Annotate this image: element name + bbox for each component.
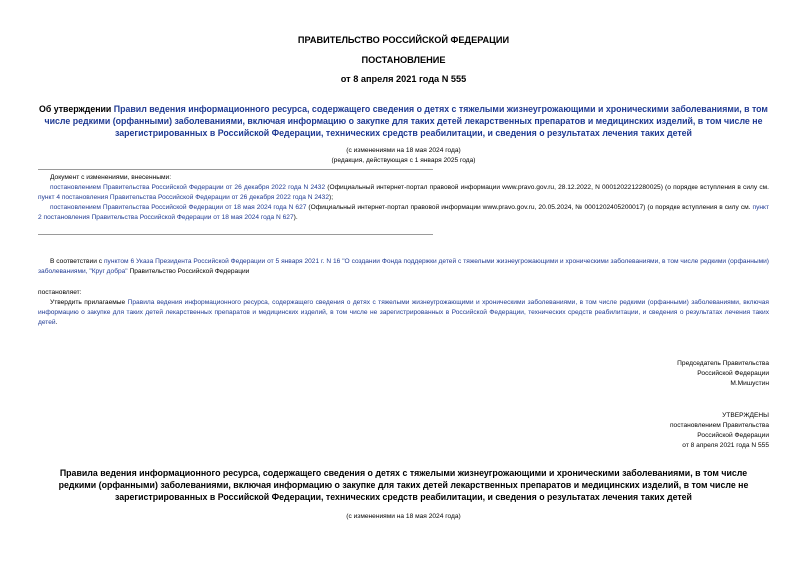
amendments-bottom-rule: [38, 234, 433, 235]
revision-edition: (редакция, действующая с 1 января 2025 года): [331, 157, 476, 164]
document-date-number: от 8 апреля 2021 года N 555: [340, 74, 467, 84]
rules-link[interactable]: Правила ведения информационного ресурса, содержащего сведения о детях с тяжелыми жизнеугрожающими и хроническими заболеваниями, в том числе редкими (орфанными) заболеваниями, включая информацию о закупке для таких детей лекарственных препаратов и медицинских изделий, в том числе не зарегистрированных в Российской Федерации, технических средств реабилитации, и сведения о результатах лечения таких детей: [38, 299, 769, 326]
approval-line-3: Российской Федерации: [697, 432, 769, 439]
subject-prefix: Об утверждении: [39, 104, 114, 114]
document-type: ПОСТАНОВЛЕНИЕ: [361, 55, 446, 65]
amendment-effect-link[interactable]: пункт 2 постановления Правительства Российской Федерации от 18 мая 2024 года N 627: [38, 204, 769, 221]
amendment-link[interactable]: постановлением Правительства Российской Федерации от 26 декабря 2022 года N 2432: [50, 184, 326, 191]
signature-org: Российской Федерации: [697, 370, 769, 377]
approval-label: УТВЕРЖДЕНЫ: [722, 412, 769, 419]
amendments-top-rule: [38, 169, 433, 170]
amendment-effect-link[interactable]: пункт 4 постановления Правительства Российской Федерации от 26 декабря 2022 года N 2432: [38, 194, 329, 201]
rules-changes: (с изменениями на 18 мая 2024 года): [346, 513, 461, 520]
rules-title: Правила ведения информационного ресурса, содержащего сведения о детях с тяжелыми жизнеугрожающими и хроническими заболеваниями, в том числе редкими (орфанными) заболеваниями, включая информацию о закупке для таких детей лекарственных препаратов и медицинских изделий, в том числе не зарегистрированных в Российской Федерации, технических средств реабилитации, и сведения о результатах лечения таких детей: [58, 468, 749, 502]
decree-word: постановляет:: [38, 289, 82, 296]
revision-changes: (с изменениями на 18 мая 2024 года): [346, 147, 461, 154]
approval-line-2: постановлением Правительства: [669, 422, 769, 429]
preamble-paragraph: В соответствии с пунктом 6 Указа Президента Российской Федерации от 5 января 2021 г. N 16 "О создании Фонда поддержки детей с тяжелыми жизнеугрожающими и хроническими заболеваниями, в том числе редкими (орфанными) заболеваниями, "Круг добра" Правительство Российской Федерации: [38, 258, 770, 275]
amendment-item: постановлением Правительства Российской Федерации от 18 мая 2024 года N 627 (Официальный интернет-портал правовой информации www.pravo.gov.ru, 20.05.2024, № 0001202405200017) (о порядке вступления в силу см. пункт 2 постановления Правительства Российской Федерации от 18 мая 2024 года N 627).: [38, 204, 769, 221]
subject-link[interactable]: Правил ведения информационного ресурса, содержащего сведения о детях с тяжелыми жизнеугрожающими и хроническими заболеваниями, в том числе редкими (орфанными) заболеваниями, включая информацию о закупке для таких детей лекарственных препаратов и медицинских изделий, в том числе не зарегистрированных в Российской Федерации, технических средств реабилитации, и сведения о результатах лечения таких детей: [44, 104, 768, 138]
amendment-link[interactable]: постановлением Правительства Российской Федерации от 18 мая 2024 года N 627: [50, 204, 307, 211]
signature-name: М.Мишустин: [730, 380, 769, 387]
amendment-item: постановлением Правительства Российской Федерации от 26 декабря 2022 года N 2432 (Официальный интернет-портал правовой информации www.pravo.gov.ru, 28.12.2022, N 0001202212280025) (о порядке вступления в силу см. пункт 4 постановления Правительства Российской Федерации от 26 декабря 2022 года N 2432);: [38, 184, 769, 201]
signature-title: Председатель Правительства: [677, 360, 769, 367]
decree-paragraph: Утвердить прилагаемые Правила ведения информационного ресурса, содержащего сведения о детях с тяжелыми жизнеугрожающими и хроническими заболеваниями, в том числе редкими (орфанными) заболеваниями, включая информацию о закупке для таких детей лекарственных препаратов и медицинских изделий, в том числе не зарегистрированных в Российской Федерации, технических средств реабилитации, и сведения о результатах лечения таких детей.: [38, 299, 769, 326]
document-subject: [36, 103, 771, 139]
amendments-block: [38, 173, 769, 223]
approval-block: [500, 411, 769, 451]
approval-date: от 8 апреля 2021 года N 555: [682, 442, 769, 449]
government-title: ПРАВИТЕЛЬСТВО РОССИЙСКОЙ ФЕДЕРАЦИИ: [297, 35, 510, 45]
decree-reference-link[interactable]: пунктом 6 Указа Президента Российской Федерации от 5 января 2021 г. N 16 "О создании Фонда поддержки детей с тяжелыми жизнеугрожающими и хроническими заболеваниями, в том числе редкими (орфанными) заболеваниями, "Круг добра": [38, 258, 770, 275]
signature-block: [500, 359, 769, 389]
amendments-intro: Документ с изменениями, внесенными:: [50, 174, 172, 181]
